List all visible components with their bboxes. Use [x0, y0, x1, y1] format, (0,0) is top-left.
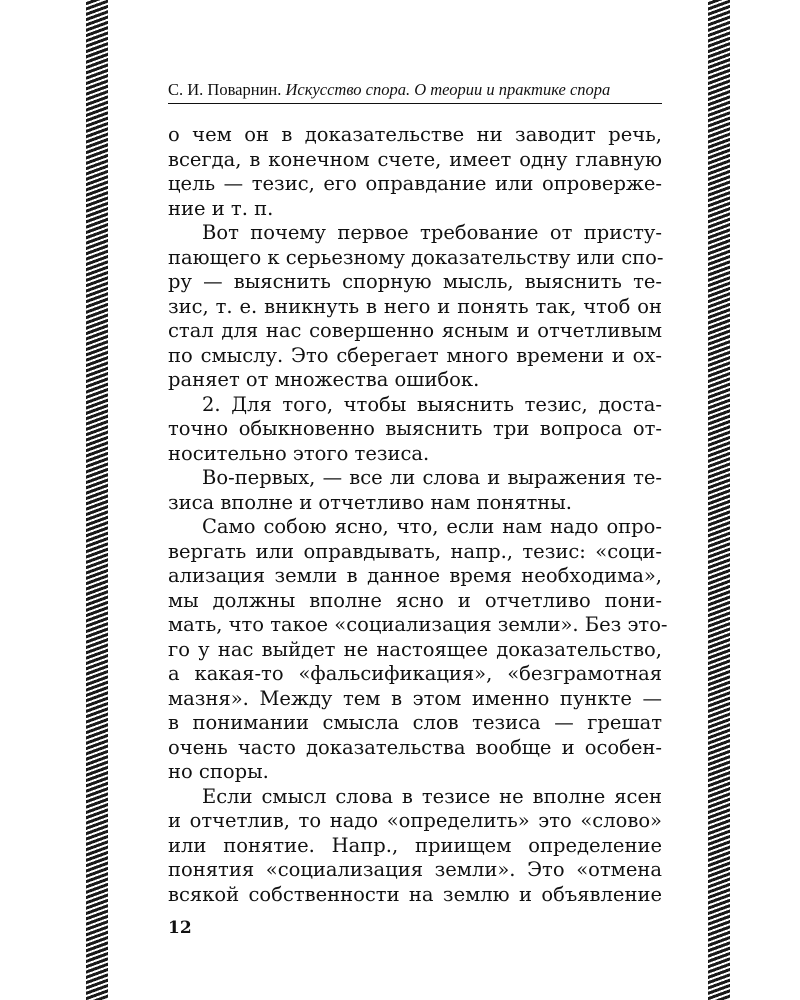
- text-line: 2. Для того, чтобы выяснить тезис, доста-: [202, 392, 662, 416]
- text-line: ализация земли в данное время необходима»,: [168, 564, 662, 587]
- text-line: ру — выяснить спорную мысль, выяснить те-: [168, 270, 662, 293]
- text-line: а какая-то «фальсификация», «безграмотная: [168, 662, 662, 685]
- text-line: раняет от множества ошибок.: [168, 368, 480, 391]
- body-text: [168, 123, 668, 907]
- text-line: очень часто доказательства вообще и особен-: [168, 735, 662, 759]
- text-line: но споры.: [168, 760, 269, 783]
- text-line: мы должны вполне ясно и отчетливо пони-: [168, 588, 662, 612]
- text-line: понятия «социализация земли». Это «отмена: [168, 858, 662, 881]
- text-line: Вот почему первое требование от присту-: [202, 221, 662, 244]
- text-line: и отчетлив, то надо «определить» это «слово»: [168, 809, 662, 832]
- text-line: всегда, в конечном счете, имеет одну главную: [168, 147, 662, 171]
- text-line: Если смысл слова в тезисе не вполне ясен: [202, 784, 662, 808]
- text-line: носительно этого тезиса.: [168, 441, 430, 465]
- text-line: в понимании смысла слов тезиса — грешат: [168, 711, 662, 734]
- header-rule: [168, 103, 662, 104]
- text-line: мать, что такое «социализация земли». Без это-: [168, 613, 668, 636]
- text-line: по смыслу. Это сберегает много времени и ох-: [168, 343, 662, 367]
- text-line: Во-первых, — все ли слова и выражения те-: [202, 466, 662, 489]
- text-line: вергать или оправдывать, напр., тезис: «соци-: [168, 539, 662, 563]
- text-line: ние и т. п.: [168, 196, 274, 220]
- page-edge-left: [86, 0, 108, 1000]
- text-line: го у нас выйдет не настоящее доказательство,: [168, 637, 662, 661]
- text-line: точно обыкновенно выяснить три вопроса от-: [168, 417, 662, 440]
- text-line: или понятие. Напр., приищем определение: [168, 833, 662, 857]
- text-line: мазня». Между тем в этом именно пункте —: [168, 686, 662, 710]
- text-line: зис, т. е. вникнуть в него и понять так, чтоб он: [168, 294, 662, 318]
- running-header: [168, 80, 662, 100]
- text-line: зиса вполне и отчетливо нам понятны.: [168, 490, 572, 514]
- text-line: цель — тезис, его оправдание или опроверже-: [168, 172, 662, 195]
- text-line: всякой собственности на землю и объявление: [168, 882, 662, 906]
- text-line: Само собою ясно, что, если нам надо опро-: [202, 515, 662, 538]
- text-line: пающего к серьезному доказательству или спо-: [168, 245, 664, 269]
- header-author: С. И. Поварнин.: [168, 80, 282, 99]
- text-line: о чем он в доказательстве ни заводит речь,: [168, 123, 662, 146]
- header-book-title: Искусство спора. О теории и практике спора: [285, 80, 611, 99]
- page-number: 12: [168, 918, 192, 938]
- page-edge-right: [708, 0, 730, 1000]
- text-line: стал для нас совершенно ясным и отчетливым: [168, 319, 662, 342]
